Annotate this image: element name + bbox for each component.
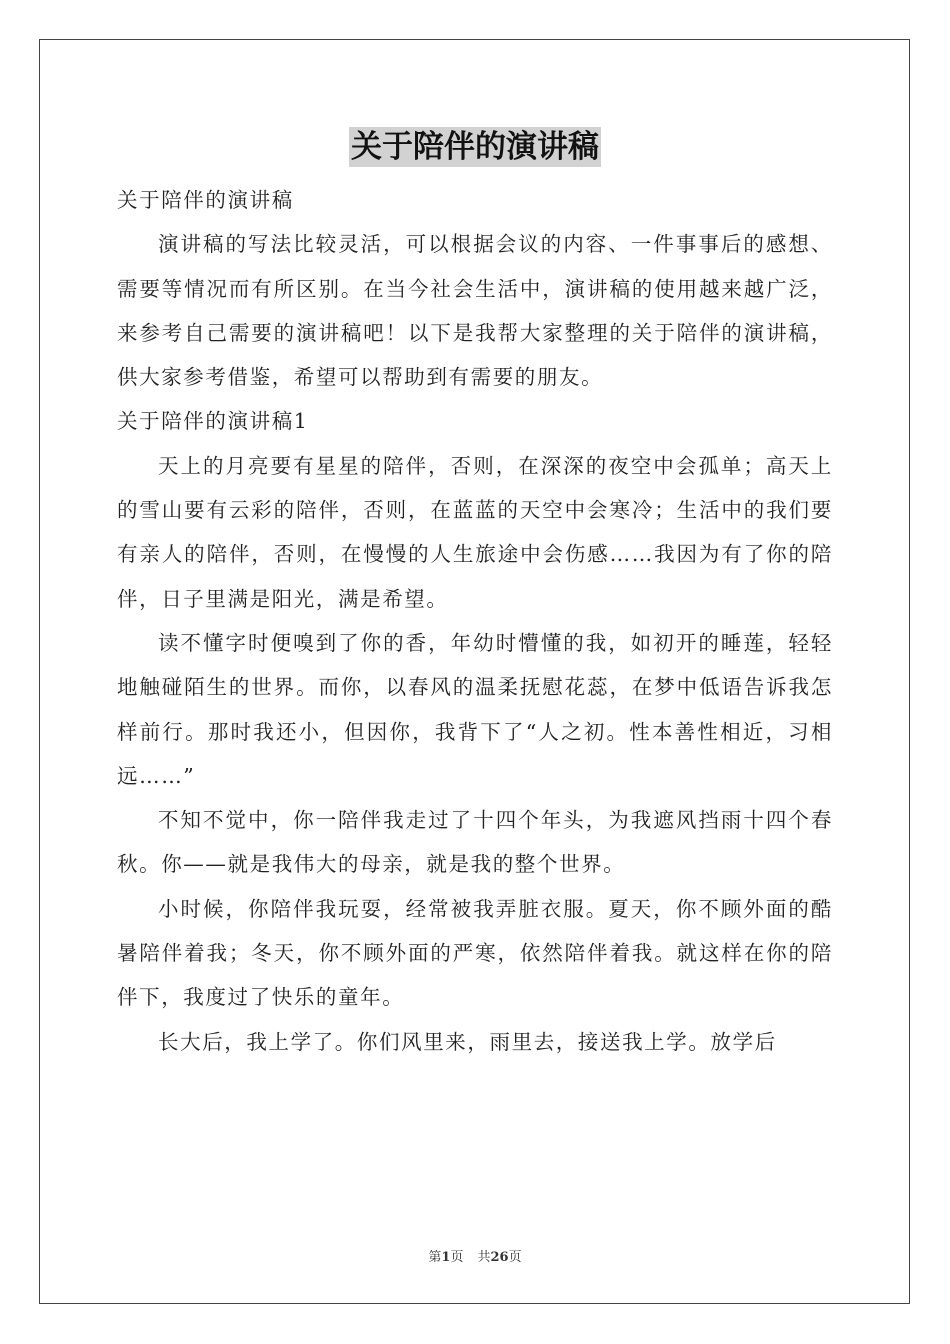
title-container: [0, 127, 950, 167]
body-paragraph: 读不懂字时便嗅到了你的香，年幼时懵懂的我，如初开的睡莲，轻轻地触碰陌生的世界。而你，以春风的温柔抚慰花蕊，在梦中低语告诉我怎样前行。那时我还小，但因你，我背下了“人之初。性本善性相近，习相远……”: [117, 630, 833, 788]
document-title: 关于陪伴的演讲稿: [351, 129, 599, 165]
page-prefix: 第: [428, 1250, 442, 1265]
page-suffix: 页: [450, 1250, 464, 1265]
total-prefix: 共: [477, 1250, 491, 1265]
page-total: 26: [490, 1250, 509, 1265]
body-paragraph: 天上的月亮要有星星的陪伴，否则，在深深的夜空中会孤单；高天上的雪山要有云彩的陪伴，否则，在蓝蓝的天空中会寒冷；生活中的我们要有亲人的陪伴，否则，在慢慢的人生旅途中会伤感……我因为有了你的陪伴，日子里满是阳光，满是希望。: [117, 453, 833, 611]
document-body: [117, 178, 833, 1064]
body-paragraph: 不知不觉中，你一陪伴我走过了十四个年头，为我遮风挡雨十四个春秋。你——就是我伟大的母亲，就是我的整个世界。: [117, 808, 833, 877]
intro-paragraph: 演讲稿的写法比较灵活，可以根据会议的内容、一件事事后的感想、需要等情况而有所区别。在当今社会生活中，演讲稿的使用越来越广泛，来参考自己需要的演讲稿吧！以下是我帮大家整理的关于陪伴的演讲稿，供大家参考借鉴，希望可以帮助到有需要的朋友。: [117, 232, 833, 390]
body-paragraph: 小时候，你陪伴我玩耍，经常被我弄脏衣服。夏天，你不顾外面的酷暑陪伴着我；冬天，你不顾外面的严寒，依然陪伴着我。就这样在你的陪伴下，我度过了快乐的童年。: [117, 896, 833, 1010]
page-current: 1: [441, 1250, 451, 1265]
document-subtitle: 关于陪伴的演讲稿: [117, 188, 294, 212]
section-heading: 关于陪伴的演讲稿1: [117, 409, 309, 434]
total-suffix: 页: [508, 1250, 522, 1265]
page-footer: [0, 1246, 950, 1265]
body-paragraph: 长大后，我上学了。你们风里来，雨里去，接送我上学。放学后: [158, 1029, 777, 1054]
